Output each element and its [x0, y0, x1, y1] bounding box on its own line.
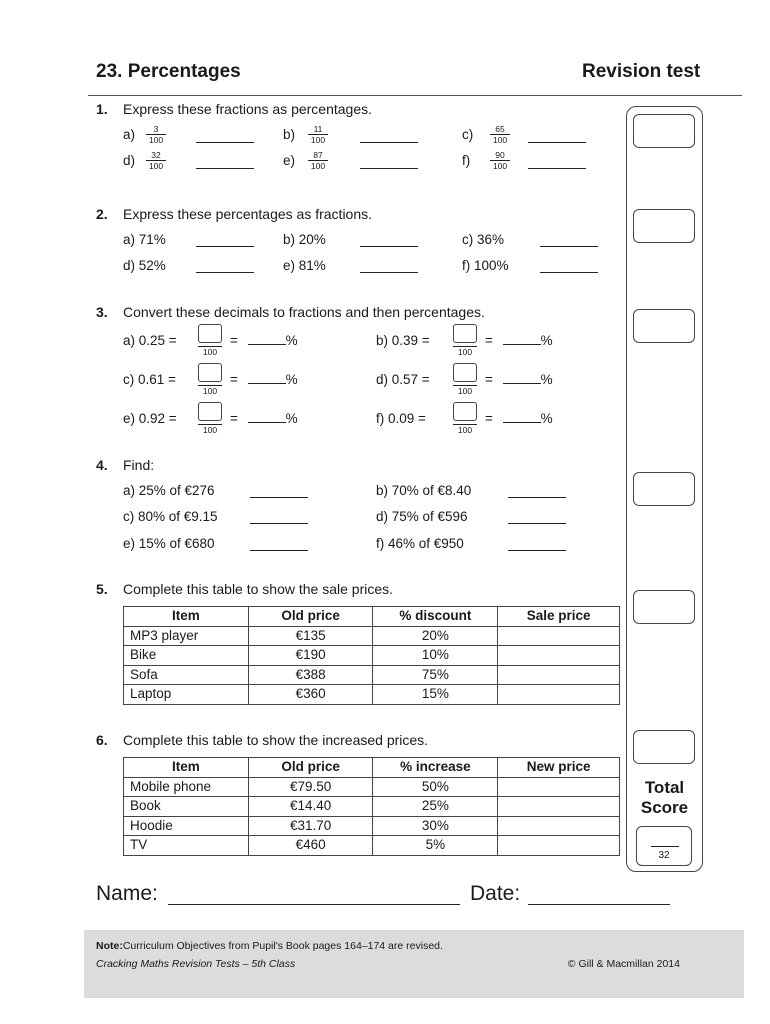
q1-item-f-fraction: $\frac{90}{100}$: [490, 150, 510, 171]
q3-item-f: f) 0.09 =: [376, 411, 426, 426]
q3-item-d-percent: = %: [485, 372, 553, 387]
q3-item-e-percent: = %: [230, 411, 298, 426]
score-box-q2[interactable]: [633, 209, 695, 243]
discount-cell: 10%: [373, 646, 498, 666]
q3-item-d: d) 0.57 =: [376, 372, 430, 387]
q1-item-a-fraction: $\frac{3}{100}$: [146, 124, 166, 145]
q3-item-e-numerator-box[interactable]: [198, 402, 222, 421]
q2-item-d: d) 52%: [123, 258, 166, 273]
q4-item-e-answer[interactable]: [250, 550, 308, 551]
q4-item-c: c) 80% of €9.15: [123, 509, 218, 524]
copyright: © Gill & Macmillan 2014: [567, 958, 680, 970]
q2-text: Express these percentages as fractions.: [123, 206, 373, 222]
q1-text: Express these fractions as percentages.: [123, 101, 373, 117]
date-input-line[interactable]: [528, 904, 670, 905]
table-row: [124, 626, 620, 646]
q3-item-a-fraction: 100: [198, 324, 222, 357]
q4-item-c-answer[interactable]: [250, 523, 308, 524]
item-cell: Laptop: [124, 685, 249, 705]
q2-item-f-answer[interactable]: [540, 272, 598, 273]
column-header: Old price: [248, 758, 373, 778]
total-score-box[interactable]: [636, 826, 692, 866]
q3-text: Convert these decimals to fractions and then percentages.: [123, 304, 485, 320]
q3-item-f-fraction: 100: [453, 402, 477, 435]
q4-number: 4.: [96, 457, 108, 473]
q1-item-c-fraction: $\frac{65}{100}$: [490, 124, 510, 145]
q3-item-c-percent: = %: [230, 372, 298, 387]
item-cell: Mobile phone: [124, 777, 249, 797]
q4-item-f-answer[interactable]: [508, 550, 566, 551]
q3-item-a-percent: = %: [230, 333, 298, 348]
discount-cell: 20%: [373, 626, 498, 646]
q2-item-c: c) 36%: [462, 232, 505, 247]
new-price-cell[interactable]: [498, 777, 620, 797]
old-price-cell: €14.40: [248, 797, 373, 817]
old-price-cell: €79.50: [248, 777, 373, 797]
old-price-cell: €360: [248, 685, 373, 705]
table-row: [124, 777, 620, 797]
discount-cell: 15%: [373, 685, 498, 705]
item-cell: Bike: [124, 646, 249, 666]
q3-item-c: c) 0.61 =: [123, 372, 176, 387]
q2-item-b: b) 20%: [283, 232, 326, 247]
increase-cell: 25%: [373, 797, 498, 817]
table-row: [124, 797, 620, 817]
column-header: Old price: [248, 607, 373, 627]
q3-item-e: e) 0.92 =: [123, 411, 177, 426]
table-row: [124, 836, 620, 856]
q2-item-b-answer[interactable]: [360, 246, 418, 247]
q4-item-a-answer[interactable]: [250, 497, 308, 498]
q3-item-a: a) 0.25 =: [123, 333, 177, 348]
q2-number: 2.: [96, 206, 108, 222]
section-title: Percentages: [127, 61, 241, 82]
q2-item-c-answer[interactable]: [540, 246, 598, 247]
q3-item-e-fraction: 100: [198, 402, 222, 435]
sale-price-cell[interactable]: [498, 646, 620, 666]
q3-item-d-fraction: 100: [453, 363, 477, 396]
q3-item-b: b) 0.39 =: [376, 333, 430, 348]
item-cell: TV: [124, 836, 249, 856]
score-box-q4[interactable]: [633, 472, 695, 506]
q3-item-b-percent: = %: [485, 333, 553, 348]
date-label: Date:: [470, 882, 521, 905]
old-price-cell: €388: [248, 665, 373, 685]
q2-item-a: a) 71%: [123, 232, 166, 247]
q5-number: 5.: [96, 581, 108, 597]
table-row: [124, 665, 620, 685]
q2-item-a-answer[interactable]: [196, 246, 254, 247]
old-price-cell: €460: [248, 836, 373, 856]
column-header: New price: [498, 758, 620, 778]
increase-cell: 5%: [373, 836, 498, 856]
increase-cell: 30%: [373, 816, 498, 836]
q3-number: 3.: [96, 304, 108, 320]
old-price-cell: €31.70: [248, 816, 373, 836]
item-cell: Book: [124, 797, 249, 817]
new-price-cell[interactable]: [498, 836, 620, 856]
page-title: [96, 61, 241, 83]
q3-item-f-percent: = %: [485, 411, 553, 426]
increased-prices-table: [123, 757, 620, 856]
q1-item-c-label: c): [462, 127, 474, 142]
score-box-q3[interactable]: [633, 309, 695, 343]
q4-item-d: d) 75% of €596: [376, 509, 468, 524]
q1-number: 1.: [96, 101, 108, 117]
new-price-cell[interactable]: [498, 816, 620, 836]
q4-text: Find:: [123, 457, 155, 473]
sale-price-cell[interactable]: [498, 685, 620, 705]
table-row: [124, 816, 620, 836]
q1-item-e-fraction: $\frac{87}{100}$: [308, 150, 328, 171]
table-row: [124, 646, 620, 666]
q4-item-d-answer[interactable]: [508, 523, 566, 524]
q3-item-d-numerator-box[interactable]: [453, 363, 477, 382]
q6-text: Complete this table to show the increased prices.: [123, 732, 429, 748]
q3-item-b-numerator-box[interactable]: [453, 324, 477, 343]
q1-item-b-answer[interactable]: [360, 142, 418, 143]
q1-item-d-label: d): [123, 153, 136, 168]
q1-item-f-answer[interactable]: [528, 168, 586, 169]
q5-text: Complete this table to show the sale prices.: [123, 581, 394, 597]
q3-item-b-fraction: 100: [453, 324, 477, 357]
series-title: Cracking Maths Revision Tests – 5th Class: [96, 958, 296, 970]
q3-item-a-numerator-box[interactable]: [198, 324, 222, 343]
q1-item-a-answer[interactable]: [196, 142, 254, 143]
item-cell: MP3 player: [124, 626, 249, 646]
q1-item-f-label: f): [462, 153, 471, 168]
score-box-q1[interactable]: [633, 114, 695, 148]
q3-item-f-numerator-box[interactable]: [453, 402, 477, 421]
column-header: Item: [124, 607, 249, 627]
name-label: Name:: [96, 882, 158, 905]
q1-item-d-answer[interactable]: [196, 168, 254, 169]
q4-item-b: b) 70% of €8.40: [376, 483, 472, 498]
q4-item-a: a) 25% of €276: [123, 483, 215, 498]
q2-item-f: f) 100%: [462, 258, 509, 273]
increase-cell: 50%: [373, 777, 498, 797]
table-header-row: [124, 607, 620, 627]
column-header: % increase: [373, 758, 498, 778]
header-rule: [88, 95, 742, 96]
q4-item-e: e) 15% of €680: [123, 536, 215, 551]
page-footer: [84, 930, 744, 998]
q6-number: 6.: [96, 732, 108, 748]
q1-item-b-label: b): [283, 127, 296, 142]
discount-cell: 75%: [373, 665, 498, 685]
table-header-row: [124, 758, 620, 778]
score-box-q5[interactable]: [633, 590, 695, 624]
item-cell: Sofa: [124, 665, 249, 685]
q1-item-e-label: e): [283, 153, 296, 168]
q1-item-b-fraction: $\frac{11}{100}$: [308, 124, 328, 145]
curriculum-note: Note:Curriculum Objectives from Pupil's Book pages 164–174 are revised.: [96, 940, 443, 952]
score-out-of: 32: [658, 850, 670, 861]
new-price-cell[interactable]: [498, 797, 620, 817]
sale-price-cell[interactable]: [498, 665, 620, 685]
name-input-line[interactable]: [168, 904, 460, 905]
q2-item-e: e) 81%: [283, 258, 326, 273]
q2-item-d-answer[interactable]: [196, 272, 254, 273]
q3-item-c-fraction: 100: [198, 363, 222, 396]
score-box-q6[interactable]: [633, 730, 695, 764]
q2-item-e-answer[interactable]: [360, 272, 418, 273]
q1-item-c-answer[interactable]: [528, 142, 586, 143]
sale-price-cell[interactable]: [498, 626, 620, 646]
old-price-cell: €135: [248, 626, 373, 646]
section-number: 23.: [96, 61, 123, 82]
sale-prices-table: [123, 606, 620, 705]
table-row: [124, 685, 620, 705]
old-price-cell: €190: [248, 646, 373, 666]
q3-item-c-numerator-box[interactable]: [198, 363, 222, 382]
q4-item-b-answer[interactable]: [508, 497, 566, 498]
item-cell: Hoodie: [124, 816, 249, 836]
q1-item-d-fraction: $\frac{32}{100}$: [146, 150, 166, 171]
total-score-label: Total Score: [640, 778, 689, 817]
column-header: Item: [124, 758, 249, 778]
score-fraction-line: [651, 846, 679, 847]
q1-item-a-label: a): [123, 127, 136, 142]
column-header: % discount: [373, 607, 498, 627]
column-header: Sale price: [498, 607, 620, 627]
q4-item-f: f) 46% of €950: [376, 536, 464, 551]
q1-item-e-answer[interactable]: [360, 168, 418, 169]
revision-test-label: Revision test: [582, 61, 701, 82]
